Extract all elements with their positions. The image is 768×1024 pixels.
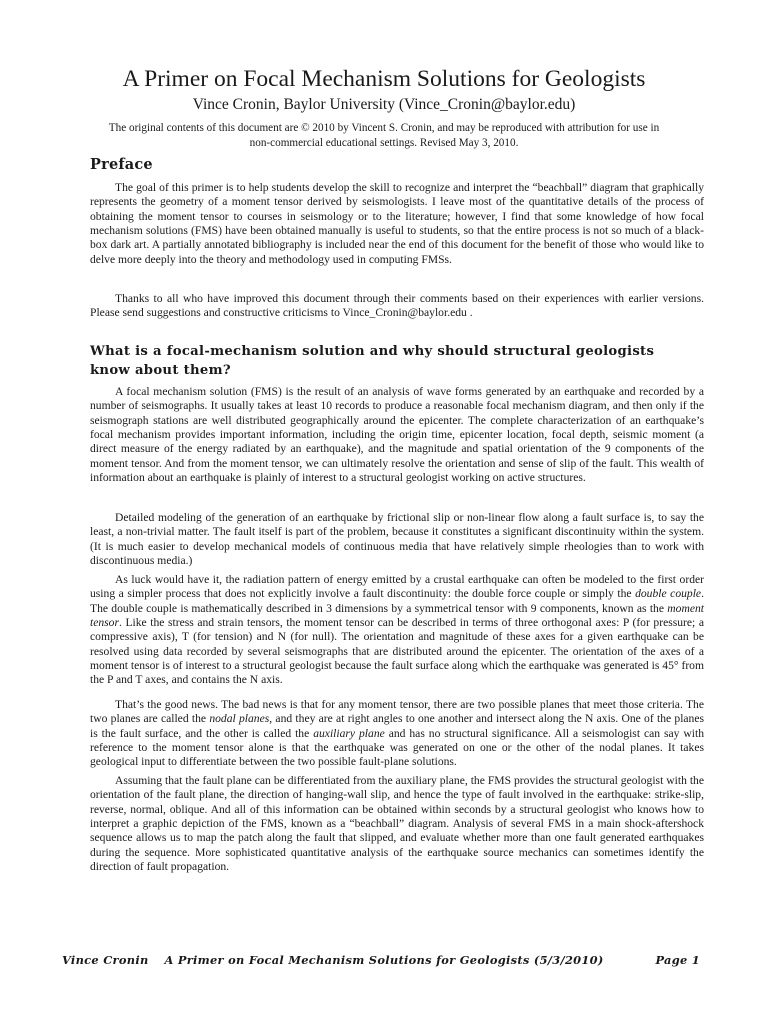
footer-page-number: Page 1: [655, 953, 700, 967]
preface-heading: Preface: [90, 156, 153, 173]
section-heading: What is a focal-mechanism solution and why should structural geologists know about them?: [90, 344, 655, 378]
term-auxiliary-plane: auxiliary plane: [313, 726, 385, 740]
footer-author: Vince Cronin: [62, 953, 149, 967]
copyright-notice: The original contents of this document are © 2010 by Vincent S. Cronin, and may be reproduced with attribution for use in non-commercial educational settings. Revised May 3, 2010.: [108, 122, 660, 149]
preface-paragraph-2: Thanks to all who have improved this document through their comments based on their experiences with earlier versions. Please send suggestions and constructive criticisms to Vince_Cronin@baylor.edu .: [90, 292, 704, 320]
section-paragraph-1: A focal mechanism solution (FMS) is the result of an analysis of wave forms generated by an earthquake and recorded by a number of seismographs. It usually takes at least 10 records to produce a reasonable focal mechanism diagram, and then only if the seismograph stations are well distributed geographically around the epicenter. The complete characterization of an earthquake’s focal mechanism provides important information, including the origin time, epicenter location, focal depth, seismic moment (a direct measure of the energy radiated by an earthquake), and the magnitude and spatial orientation of the 9 components of the moment tensor. And from the moment tensor, we can ultimately resolve the orientation and sense of slip of the fault. This wealth of information about an earthquake is plainly of interest to a structural geologist working on active structures.: [90, 385, 704, 485]
footer-title: A Primer on Focal Mechanism Solutions for Geologists (5/3/2010): [164, 953, 604, 967]
section-paragraph-3: As luck would have it, the radiation pattern of energy emitted by a crustal earthquake can often be modeled to the first order using a simpler process that does not explicitly involve a fault discontinuity: the double force couple or simply the double couple. The double couple is mathematically described in 3 dimensions by a symmetrical tensor with 9 components, known as the moment tensor. Like the stress and strain tensors, the moment tensor can be described in terms of three orthogonal axes: P (for pressure; a compressive axis), T (for tension) and N (for null). The orientation and magnitude of these axes for a given earthquake can be resolved using data recorded by several seismographs that are distributed around the epicenter. The orientation of the axes of a moment tensor is of interest to a structural geologist because the fault surface along which the earthquake was generated is 45° from the P and T axes, and contains the N axis.: [90, 573, 704, 687]
section-paragraph-2: Detailed modeling of the generation of an earthquake by frictional slip or non-linear flow along a fault surface is, to say the least, a non-trivial matter. The fault itself is part of the problem, because it constitutes a significant discontinuity within the system. (It is much easier to develop mechanical models of continuous media that have relatively simple rheologies than to work with discontinuous media.): [90, 511, 704, 568]
preface-paragraph-1: The goal of this primer is to help students develop the skill to recognize and interpret the “beachball” diagram that graphically represents the geometry of a moment tensor derived by seismologists. I leave most of the quantitative details of the process of obtaining the moment tensor to courses in seismology or to the literature; however, I find that some knowledge of how focal mechanism solutions (FMS) have been obtained manually is useful to students, so that the entire process is not so much of a black-box dark art. A partially annotated bibliography is included near the end of this document for the benefit of those who would like to delve more deeply into the theory and methodology used in computing FMSs.: [90, 181, 704, 266]
author-line: Vince Cronin, Baylor University (Vince_Cronin@baylor.edu): [192, 96, 576, 113]
section-paragraph-5: Assuming that the fault plane can be differentiated from the auxiliary plane, the FMS provides the structural geologist with the orientation of the fault plane, the direction of hanging-wall slip, and hence the type of fault involved in the earthquake: strike-slip, reverse, normal, oblique. And all of this information can be obtained within seconds by a structural geologist who knows how to interpret a graphic depiction of the FMS, known as a “beachball” diagram. Analysis of several FMS in a main shock-aftershock sequence allows us to map the patch along the fault that slipped, and evaluate whether more than one fault generated earthquakes during the sequence. More sophisticated quantitative analysis of the earthquake source mechanics can sometimes identify the direction of fault propagation.: [90, 774, 704, 874]
term-moment-tensor: moment tensor: [90, 601, 704, 630]
term-nodal-planes: nodal planes: [209, 712, 270, 726]
section-paragraph-4: That’s the good news. The bad news is that for any moment tensor, there are two possible planes that meet those criteria. The two planes are called the nodal planes, and they are at right angles to one another and intersect along the N axis. One of the planes is the fault surface, and the other is called the auxiliary plane and has no structural significance. All a seismologist can say with reference to the moment tensor alone is that the earthquake was generated on one or the other of the nodal planes. It takes geological input to differentiate between the two possible fault-plane solutions.: [90, 698, 705, 769]
document-title: A Primer on Focal Mechanism Solutions for Geologists: [122, 66, 646, 92]
term-double-couple: double couple: [635, 587, 702, 601]
